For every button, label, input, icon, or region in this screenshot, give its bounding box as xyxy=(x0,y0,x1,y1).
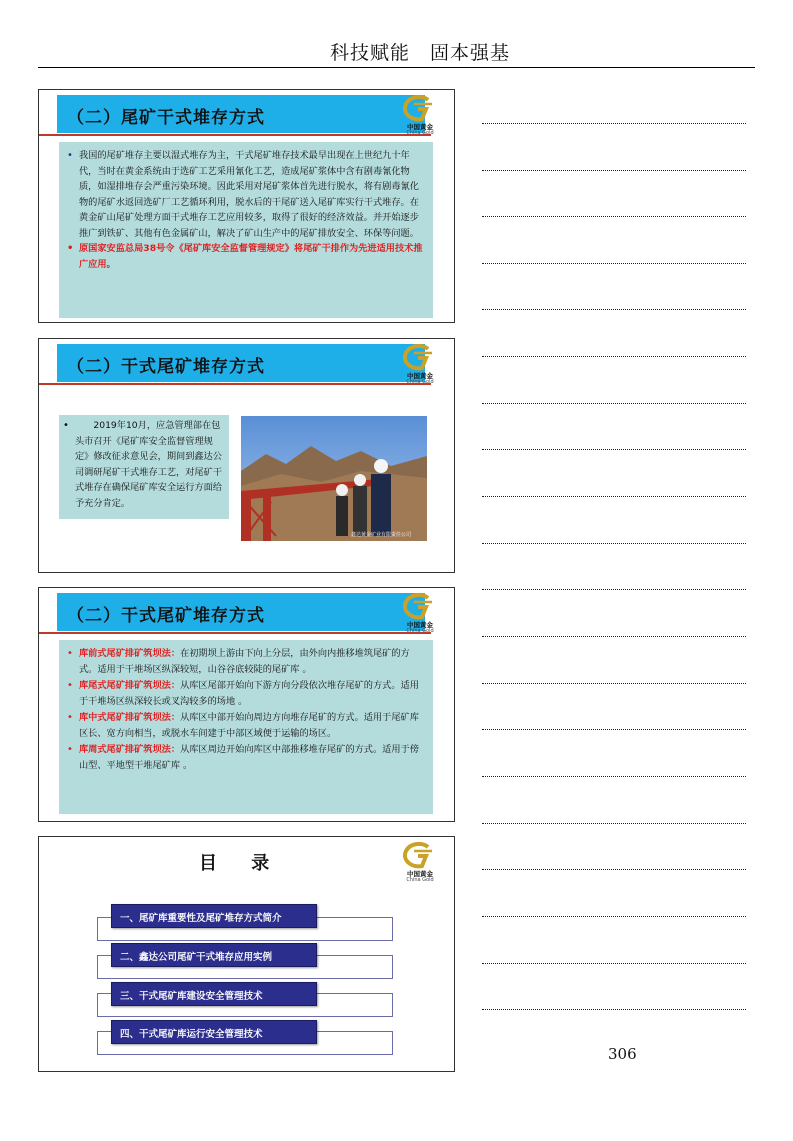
page-header-title: 科技赋能 固本强基 xyxy=(330,42,511,64)
china-gold-logo: 中国黄金 China Gold xyxy=(392,343,448,387)
note-line[interactable] xyxy=(482,916,746,917)
note-line[interactable] xyxy=(482,449,746,450)
note-line[interactable] xyxy=(482,496,746,497)
note-line[interactable] xyxy=(482,636,746,637)
note-line[interactable] xyxy=(482,263,746,264)
slide-title: （二）干式尾矿堆存方式 xyxy=(57,593,425,631)
china-gold-logo: 中国黄金 China Gold xyxy=(392,841,448,885)
header-rule xyxy=(38,67,755,68)
list-item: • 库前式尾矿排矿筑坝法：在初期坝上游由下向上分层，由外向内推移堆筑尾矿的方式。适用于干堆场区纵深较短，山谷谷底较陡的尾矿库 。 xyxy=(67,648,410,675)
note-line[interactable] xyxy=(482,403,746,404)
site-photo-image xyxy=(241,416,427,541)
toc-item-1[interactable]: 一、尾矿库重要性及尾矿堆存方式简介 xyxy=(111,904,317,928)
slide-4-toc xyxy=(38,836,455,1072)
list-item: • 库中式尾矿排矿筑坝法：从库区中部开始向周边方向堆存尾矿的方式。适用于尾矿库区长、宽方向相当，或脱水车间建于中部区域便于运输的场区。 xyxy=(67,712,419,739)
site-photo xyxy=(241,416,427,541)
toc-item-2[interactable]: 二、鑫达公司尾矿干式堆存应用实例 xyxy=(111,943,317,967)
title-underline xyxy=(39,134,431,136)
china-gold-logo-icon xyxy=(392,94,448,124)
list-item: • 库尾式尾矿排矿筑坝法：从库区尾部开始向下游方向分段依次堆存尾矿的方式。适用于干堆场区纵深较长或叉沟较多的场地 。 xyxy=(67,680,419,707)
note-line[interactable] xyxy=(482,309,746,310)
china-gold-logo: 中国黄金 China Gold xyxy=(392,94,448,138)
slide-2 xyxy=(38,338,455,573)
title-underline xyxy=(39,383,431,385)
slide-3 xyxy=(38,587,455,822)
note-line[interactable] xyxy=(482,1009,746,1010)
china-gold-logo-icon xyxy=(392,592,448,622)
note-line[interactable] xyxy=(482,543,746,544)
toc-title: 目 录 xyxy=(199,853,284,874)
slide-1 xyxy=(38,89,455,323)
toc-item-4[interactable]: 四、干式尾矿库运行安全管理技术 xyxy=(111,1020,317,1044)
list-item: • 我国的尾矿堆存主要以湿式堆存为主，干式尾矿堆存技术最早出现在上世纪九十年代，当时在黄金系统由于选矿工艺采用氰化工艺，造成尾矿浆体中含有剧毒氰化物质，如湿排堆存会严重污染环境。因此采用对尾矿浆体首先进行脱水，将有剧毒氰化物的尾矿水返回选矿厂工艺循环利用，脱水后的干尾矿送入尾矿库实行干式堆存。在黄金矿山尾矿处理方面干式堆存工艺应用较多，取得了很好的经济效益。并开始逐步推广到铁矿、其他有色金属矿山，解决了矿山生产中的尾矿排放安全、环保等问题。 xyxy=(67,150,419,239)
slide-title: （二）干式尾矿堆存方式 xyxy=(57,344,425,382)
page-number: 306 xyxy=(608,1045,637,1063)
note-line[interactable] xyxy=(482,216,746,217)
toc-item-3[interactable]: 三、干式尾矿库建设安全管理技术 xyxy=(111,982,317,1006)
note-line[interactable] xyxy=(482,776,746,777)
note-line[interactable] xyxy=(482,729,746,730)
china-gold-logo: 中国黄金 China Gold xyxy=(392,592,448,636)
list-item: • 2019年10月，应急管理部在包头市召开《尾矿库安全监督管理规定》修改征求意见会，期间到鑫达公司调研尾矿干式堆存工艺，对尾矿干式堆存在确保尾矿库安全运行方面给予充分肯定。 xyxy=(63,420,222,509)
note-line[interactable] xyxy=(482,356,746,357)
list-item: • 库周式尾矿排矿筑坝法：从库区周边开始向库区中部推移堆存尾矿的方式。适用于傍山型、平地型干堆尾矿库 。 xyxy=(67,744,419,771)
title-underline xyxy=(39,632,431,634)
china-gold-logo-icon xyxy=(392,343,448,373)
note-line[interactable] xyxy=(482,123,746,124)
svg-text:鑫达黄金矿业有限责任公司: 鑫达黄金矿业有限责任公司 xyxy=(351,532,412,538)
list-item: • 原国家安监总局38号令《尾矿库安全监督管理规定》将尾矿干排作为先进适用技术推广应用。 xyxy=(67,243,423,270)
china-gold-logo-icon xyxy=(392,841,448,871)
note-line[interactable] xyxy=(482,823,746,824)
slide-title: （二）尾矿干式堆存方式 xyxy=(57,95,425,133)
text-box xyxy=(59,415,229,519)
text-box xyxy=(59,142,433,318)
text-box xyxy=(59,640,433,814)
note-line[interactable] xyxy=(482,869,746,870)
note-line[interactable] xyxy=(482,683,746,684)
note-line[interactable] xyxy=(482,170,746,171)
note-line[interactable] xyxy=(482,963,746,964)
note-line[interactable] xyxy=(482,589,746,590)
